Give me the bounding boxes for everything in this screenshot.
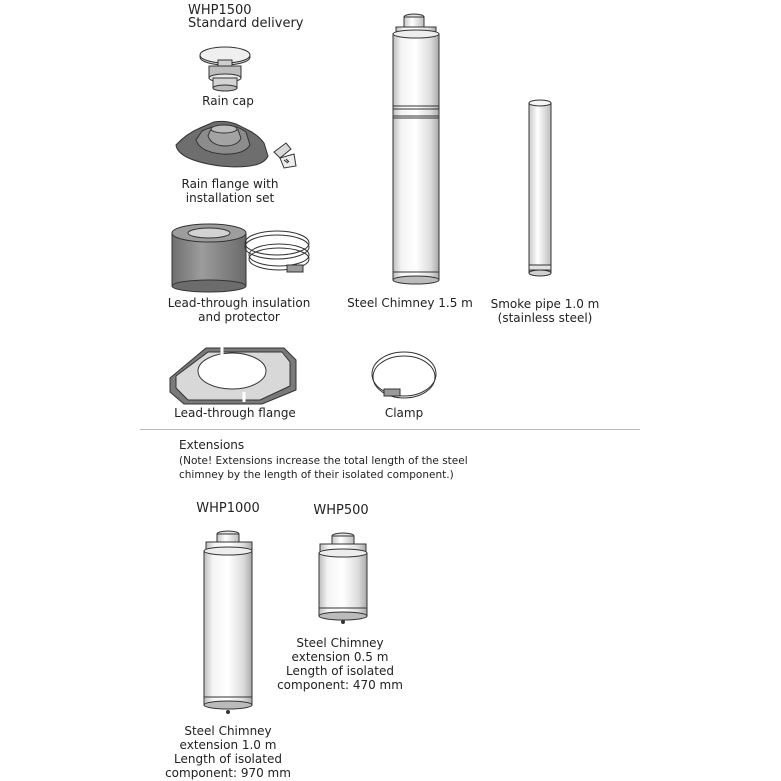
section-divider xyxy=(140,429,640,430)
rain-cap-label: Rain cap xyxy=(202,94,254,108)
insulation-label-line2: and protector xyxy=(198,310,280,324)
rain-cap-image xyxy=(200,47,250,91)
smoke-pipe-image xyxy=(529,100,551,276)
whp1000-extension-image xyxy=(204,531,252,714)
model-whp1500: WHP1500 xyxy=(188,3,252,18)
rain-flange-label-line1: Rain flange with xyxy=(181,177,279,191)
standard-delivery-label: Standard delivery xyxy=(188,16,304,31)
protector-image xyxy=(245,231,309,272)
insulation-label-line1: Lead-through insulation xyxy=(167,296,311,310)
whp1000-desc-line4: component: 970 mm xyxy=(165,766,291,780)
insulation-image xyxy=(172,224,246,292)
whp1000-desc-line1: Steel Chimney xyxy=(184,724,272,738)
whp1000-desc-line3: Length of isolated xyxy=(174,752,282,766)
whp500-desc-line3: Length of isolated xyxy=(286,664,394,678)
lead-through-flange-label: Lead-through flange xyxy=(174,406,296,420)
extensions-title: Extensions xyxy=(179,438,245,452)
rain-flange-label-line2: installation set xyxy=(185,191,275,205)
model-whp500: WHP500 xyxy=(313,503,369,518)
smoke-pipe-label-line2: (stainless steel) xyxy=(497,311,593,325)
clamp-image xyxy=(372,352,436,398)
steel-chimney-label: Steel Chimney 1.5 m xyxy=(347,296,473,310)
clamp-label: Clamp xyxy=(384,406,424,420)
whp1000-desc-line2: extension 1.0 m xyxy=(179,738,277,752)
whp500-extension-image xyxy=(319,533,367,624)
lead-through-flange-image xyxy=(170,346,296,404)
model-whp1000: WHP1000 xyxy=(196,501,260,516)
steel-chimney-image xyxy=(393,14,439,284)
whp500-desc-line4: component: 470 mm xyxy=(277,678,403,692)
whp500-desc-line2: extension 0.5 m xyxy=(291,650,389,664)
rain-flange-image xyxy=(176,121,296,168)
whp500-desc-line1: Steel Chimney xyxy=(296,636,384,650)
smoke-pipe-label-line1: Smoke pipe 1.0 m xyxy=(490,297,600,311)
extensions-note-line1: (Note! Extensions increase the total length of the steel xyxy=(179,455,468,467)
extensions-note-line2: chimney by the length of their isolated component.) xyxy=(179,469,454,481)
